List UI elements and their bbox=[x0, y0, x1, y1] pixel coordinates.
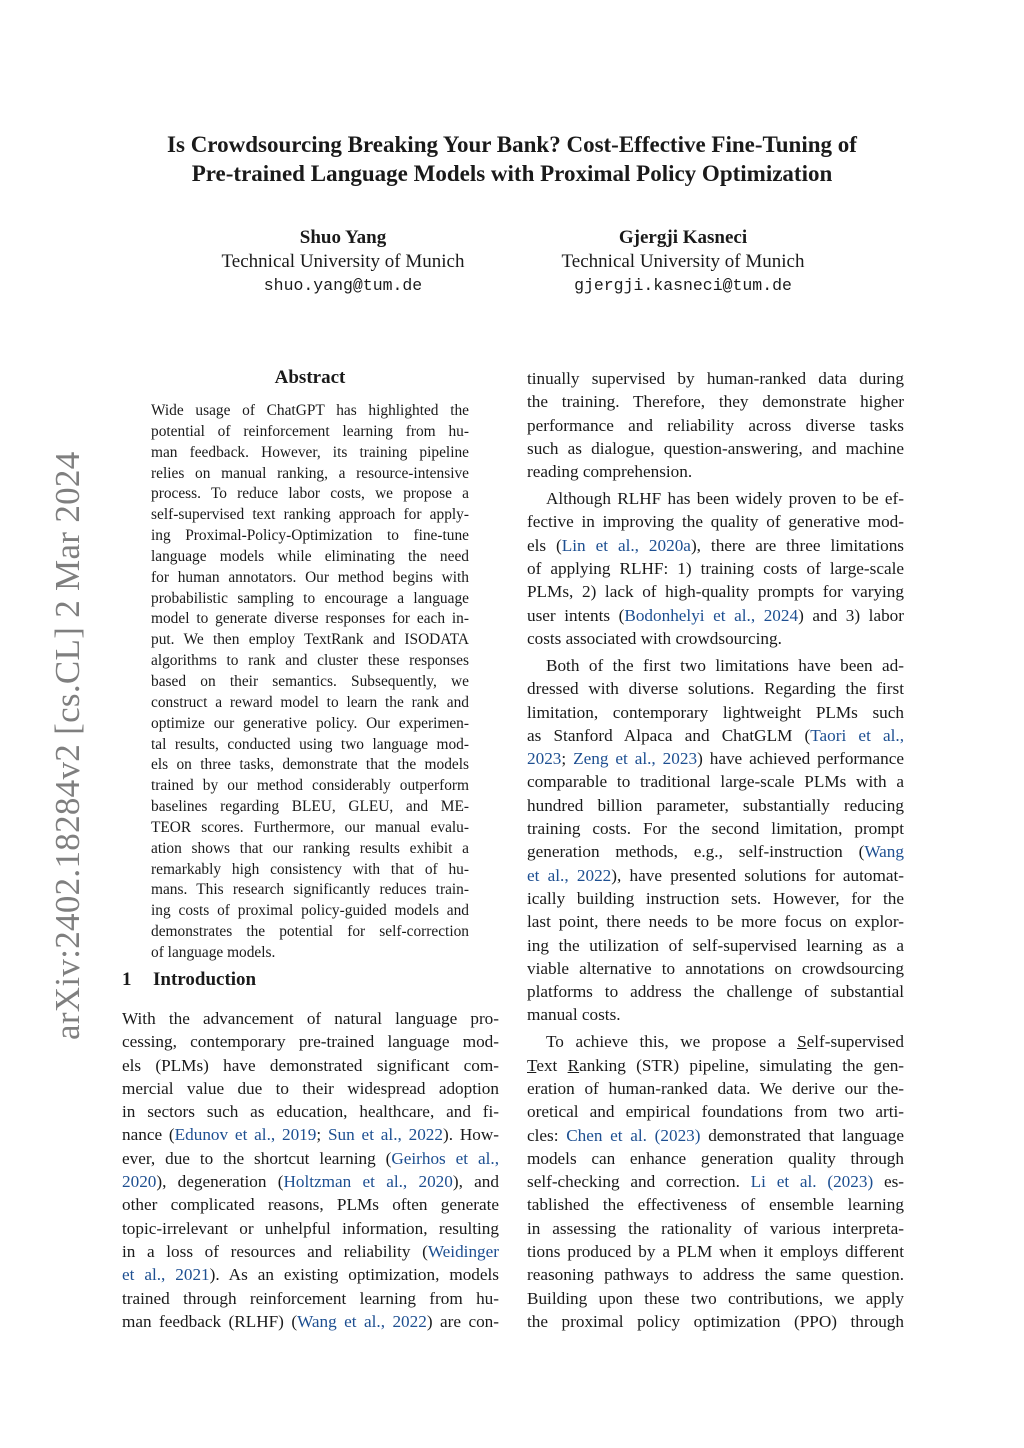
paper-title bbox=[0, 130, 1024, 188]
abstract-line: Wide usage of ChatGPT has highlighted the bbox=[151, 402, 469, 419]
text-line: the proximal policy optimization (PPO) through bbox=[527, 1311, 904, 1331]
text-span: cles: bbox=[527, 1125, 567, 1145]
paragraph bbox=[527, 1030, 904, 1333]
text-span: ever, due to the shortcut learning ( bbox=[122, 1148, 392, 1168]
title-line: Pre-trained Language Models with Proximal Policy Optimization bbox=[191, 161, 833, 186]
text-line: costs associated with crowdsourcing. bbox=[527, 628, 782, 648]
text-span: ; bbox=[316, 1125, 328, 1145]
abstract-line: potential of reinforcement learning from hu- bbox=[151, 422, 469, 440]
text-span: ), there are three limitations bbox=[690, 535, 904, 555]
text-line bbox=[527, 1054, 904, 1077]
abstract-line: ing costs of proximal policy-guided models and bbox=[151, 902, 469, 920]
text-span: ), degeneration ( bbox=[156, 1172, 284, 1192]
text-span: user intents ( bbox=[527, 605, 625, 625]
text-line bbox=[527, 1030, 904, 1053]
abstract-line: probabilistic sampling to encourage a language bbox=[151, 589, 469, 607]
text-line: limitation, contemporary lightweight PLMs such bbox=[527, 702, 904, 722]
text-line bbox=[122, 1240, 499, 1263]
text-line: manual costs. bbox=[527, 1005, 621, 1025]
citation-link[interactable]: Sun et al., 2022 bbox=[327, 1125, 443, 1145]
text-line: trained through reinforcement learning from hu- bbox=[122, 1288, 499, 1308]
text-line bbox=[122, 1170, 499, 1193]
text-span: anking (STR) pipeline, simulating the gen- bbox=[579, 1055, 905, 1075]
author-email: shuo.yang@tum.de bbox=[263, 276, 423, 295]
text-line: models can enhance generation quality through bbox=[527, 1148, 904, 1168]
abstract-line: mans. This research significantly reduces train- bbox=[151, 881, 469, 899]
citation-link[interactable]: et al., 2022 bbox=[527, 865, 612, 885]
citation-link[interactable]: Edunov et al., 2019 bbox=[174, 1125, 317, 1145]
abstract-heading: Abstract bbox=[274, 367, 346, 388]
text-line: other complicated reasons, PLMs often generate bbox=[122, 1195, 499, 1215]
text-span: generation methods, e.g., self-instruction ( bbox=[527, 842, 865, 862]
paragraph bbox=[527, 367, 904, 483]
text-line: fective in improving the quality of generative mod- bbox=[527, 512, 904, 532]
text-line: tablished the effectiveness of ensemble learning bbox=[527, 1195, 904, 1215]
text-line: tinually supervised by human-ranked data during bbox=[527, 369, 904, 388]
text-line: Building upon these two contributions, we apply bbox=[527, 1288, 904, 1308]
text-span: demonstrated that language bbox=[700, 1125, 904, 1145]
author-email: gjergji.kasneci@tum.de bbox=[574, 276, 792, 295]
text-line: With the advancement of natural language pro- bbox=[122, 1009, 499, 1028]
abstract-line: baselines regarding BLEU, GLEU, and ME- bbox=[151, 798, 469, 816]
text-span: ), and bbox=[452, 1172, 499, 1192]
citation-link[interactable]: 2020 bbox=[122, 1172, 157, 1192]
text-line: performance and reliability across diverse tasks bbox=[527, 415, 904, 435]
citation-link[interactable]: Taori et al., bbox=[810, 725, 905, 745]
author-block bbox=[178, 226, 508, 298]
text-span: ). As an existing optimization, models bbox=[209, 1265, 499, 1285]
paragraph bbox=[527, 487, 904, 650]
text-span: ) are con- bbox=[426, 1311, 499, 1331]
author-name: Gjergji Kasneci bbox=[618, 227, 748, 248]
text-line: PLMs, 2) lack of high-quality prompts for varying bbox=[527, 582, 904, 602]
abstract-line: put. We then employ TextRank and ISODATA bbox=[151, 631, 469, 649]
citation-link[interactable]: Weidinger bbox=[427, 1241, 499, 1261]
text-line bbox=[527, 747, 904, 770]
abstract-line: optimize our generative policy. Our experimen- bbox=[151, 714, 469, 732]
citation-link[interactable]: Chen et al. (2023) bbox=[566, 1125, 701, 1145]
text-line: platforms to address the challenge of substantial bbox=[527, 982, 904, 1002]
text-line: tions produced by a PLM when it employs different bbox=[527, 1242, 904, 1262]
section-title: Introduction bbox=[153, 969, 257, 990]
intro-right-column bbox=[527, 367, 904, 1337]
text-line: of applying RLHF: 1) training costs of large-scale bbox=[527, 559, 904, 579]
citation-link[interactable]: Wang et al., 2022 bbox=[297, 1311, 427, 1331]
text-line: els (PLMs) have demonstrated significant com- bbox=[122, 1055, 499, 1075]
text-span: els ( bbox=[527, 535, 562, 555]
citation-link[interactable]: Lin et al., 2020a bbox=[561, 535, 691, 555]
text-span: ) and 3) labor bbox=[798, 605, 904, 625]
author-block bbox=[518, 226, 848, 298]
abstract-line: relies on manual ranking, a resource-intensive bbox=[151, 464, 469, 482]
text-span: ), have presented solutions for automat- bbox=[611, 865, 904, 885]
abstract-body bbox=[151, 401, 469, 964]
abstract-line: ation shows that our ranking results exhibit a bbox=[151, 839, 469, 857]
citation-link[interactable]: et al., 2021 bbox=[122, 1265, 210, 1285]
text-line bbox=[527, 1124, 904, 1147]
text-line bbox=[527, 864, 904, 887]
text-line bbox=[527, 534, 904, 557]
text-span: self-checking and correction. bbox=[527, 1172, 751, 1192]
text-line: dressed with diverse solutions. Regarding the first bbox=[527, 679, 904, 699]
abstract-line: trained by our method considerably outperform bbox=[151, 777, 469, 795]
author-affiliation: Technical University of Munich bbox=[221, 251, 465, 272]
abstract-line: els on three tasks, demonstrate that the models bbox=[151, 756, 469, 774]
text-line bbox=[527, 1170, 904, 1193]
title-line: Is Crowdsourcing Breaking Your Bank? Cost-Effective Fine-Tuning of bbox=[167, 132, 857, 157]
text-line: hundred billion parameter, substantially reducing bbox=[527, 795, 904, 815]
abstract-line: man feedback. However, its training pipeline bbox=[151, 443, 469, 461]
text-line: comparable to traditional large-scale PLMs with a bbox=[527, 772, 904, 792]
abstract-line: TEOR scores. Furthermore, our manual evalu- bbox=[151, 818, 469, 836]
abstract-line: based on their semantics. Subsequently, we bbox=[151, 672, 469, 690]
text-line: in sectors such as education, healthcare, and fi- bbox=[122, 1102, 499, 1122]
text-span: elf-supervised bbox=[806, 1032, 904, 1052]
arxiv-identifier: arXiv:2402.18284v2 [cs.CL] 2 Mar 2024 bbox=[48, 451, 87, 1040]
underlined-letter: R bbox=[567, 1055, 580, 1075]
text-line bbox=[527, 840, 904, 863]
author-affiliation: Technical University of Munich bbox=[561, 251, 805, 272]
intro-left-column bbox=[122, 1007, 499, 1333]
abstract-line: tal results, conducted using two language mod- bbox=[151, 735, 469, 753]
text-span: ). How- bbox=[443, 1125, 499, 1145]
text-line: such as dialogue, question-answering, and machine bbox=[527, 438, 904, 458]
abstract-line: language models while eliminating the need bbox=[151, 547, 469, 565]
text-line: last point, there needs to be more focus on explor- bbox=[527, 912, 904, 932]
text-line bbox=[122, 1310, 499, 1333]
text-line: ing the utilization of self-supervised learning as a bbox=[527, 935, 904, 955]
text-line: in assessing the rationality of various interpreta- bbox=[527, 1218, 904, 1238]
text-line: ically building instruction sets. However, for the bbox=[527, 888, 904, 908]
citation-link[interactable]: Zeng et al., 2023 bbox=[573, 749, 698, 769]
text-line: mercial value due to their widespread adoption bbox=[122, 1078, 499, 1098]
text-line bbox=[122, 1147, 499, 1170]
text-line: topic-irrelevant or unhelpful information, resulting bbox=[122, 1218, 499, 1238]
section-number: 1 bbox=[122, 969, 132, 990]
abstract-line: self-supervised text ranking approach for apply- bbox=[151, 506, 469, 524]
abstract-line: of language models. bbox=[151, 943, 276, 961]
abstract-line: ing Proximal-Policy-Optimization to fine-tune bbox=[151, 527, 469, 545]
abstract-line: construct a reward model to learn the rank and bbox=[151, 693, 469, 711]
text-line: training costs. For the second limitation, prompt bbox=[527, 819, 904, 839]
citation-link[interactable]: Li et al. (2023) bbox=[750, 1172, 874, 1192]
text-line: Both of the first two limitations have been ad- bbox=[546, 655, 904, 675]
citation-link[interactable]: Wang bbox=[864, 842, 904, 862]
text-line bbox=[527, 724, 904, 747]
text-line: eration of human-ranked data. We derive our the- bbox=[527, 1078, 904, 1098]
citation-link[interactable]: Holtzman et al., 2020 bbox=[283, 1172, 453, 1192]
underlined-letter: T bbox=[527, 1055, 537, 1075]
text-span: man feedback (RLHF) ( bbox=[122, 1311, 298, 1331]
abstract-line: model to generate diverse responses for each in- bbox=[151, 610, 469, 628]
text-span: ) have achieved performance bbox=[697, 749, 904, 769]
text-line bbox=[527, 604, 904, 627]
author-name: Shuo Yang bbox=[299, 227, 387, 248]
abstract-line: remarkably high consistency with that of hu- bbox=[151, 860, 469, 878]
text-line bbox=[122, 1263, 499, 1286]
text-line: cessing, contemporary pre-trained language mod- bbox=[122, 1032, 499, 1052]
text-line: oretical and empirical foundations from two arti- bbox=[527, 1102, 904, 1122]
underlined-letter: S bbox=[797, 1032, 807, 1052]
text-line: viable alternative to annotations on crowdsourcing bbox=[527, 958, 904, 978]
text-span: es- bbox=[873, 1172, 904, 1192]
text-span: nance ( bbox=[122, 1125, 175, 1145]
abstract-line: for human annotators. Our method begins with bbox=[151, 568, 469, 586]
abstract-line: demonstrates the potential for self-correction bbox=[151, 923, 469, 941]
text-line: reasoning pathways to address the same question. bbox=[527, 1265, 904, 1285]
text-span: as Stanford Alpaca and ChatGLM ( bbox=[527, 725, 811, 745]
text-span: in a loss of resources and reliability ( bbox=[122, 1241, 428, 1261]
section-heading bbox=[122, 969, 256, 991]
text-line: reading comprehension. bbox=[527, 462, 693, 482]
abstract-line: process. To reduce labor costs, we propose a bbox=[151, 485, 469, 503]
citation-link[interactable]: 2023 bbox=[527, 749, 562, 769]
text-span: ext bbox=[536, 1055, 568, 1075]
text-line bbox=[122, 1123, 499, 1146]
citation-link[interactable]: Geirhos et al., bbox=[391, 1148, 499, 1168]
paragraph bbox=[527, 654, 904, 1027]
text-span: ; bbox=[561, 749, 574, 769]
abstract-line: algorithms to rank and cluster these responses bbox=[151, 652, 469, 670]
text-line: Although RLHF has been widely proven to be ef- bbox=[546, 489, 904, 509]
citation-link[interactable]: Bodonhelyi et al., 2024 bbox=[624, 605, 799, 625]
text-span: To achieve this, we propose a bbox=[546, 1032, 798, 1052]
text-line: the training. Therefore, they demonstrate higher bbox=[527, 392, 904, 412]
